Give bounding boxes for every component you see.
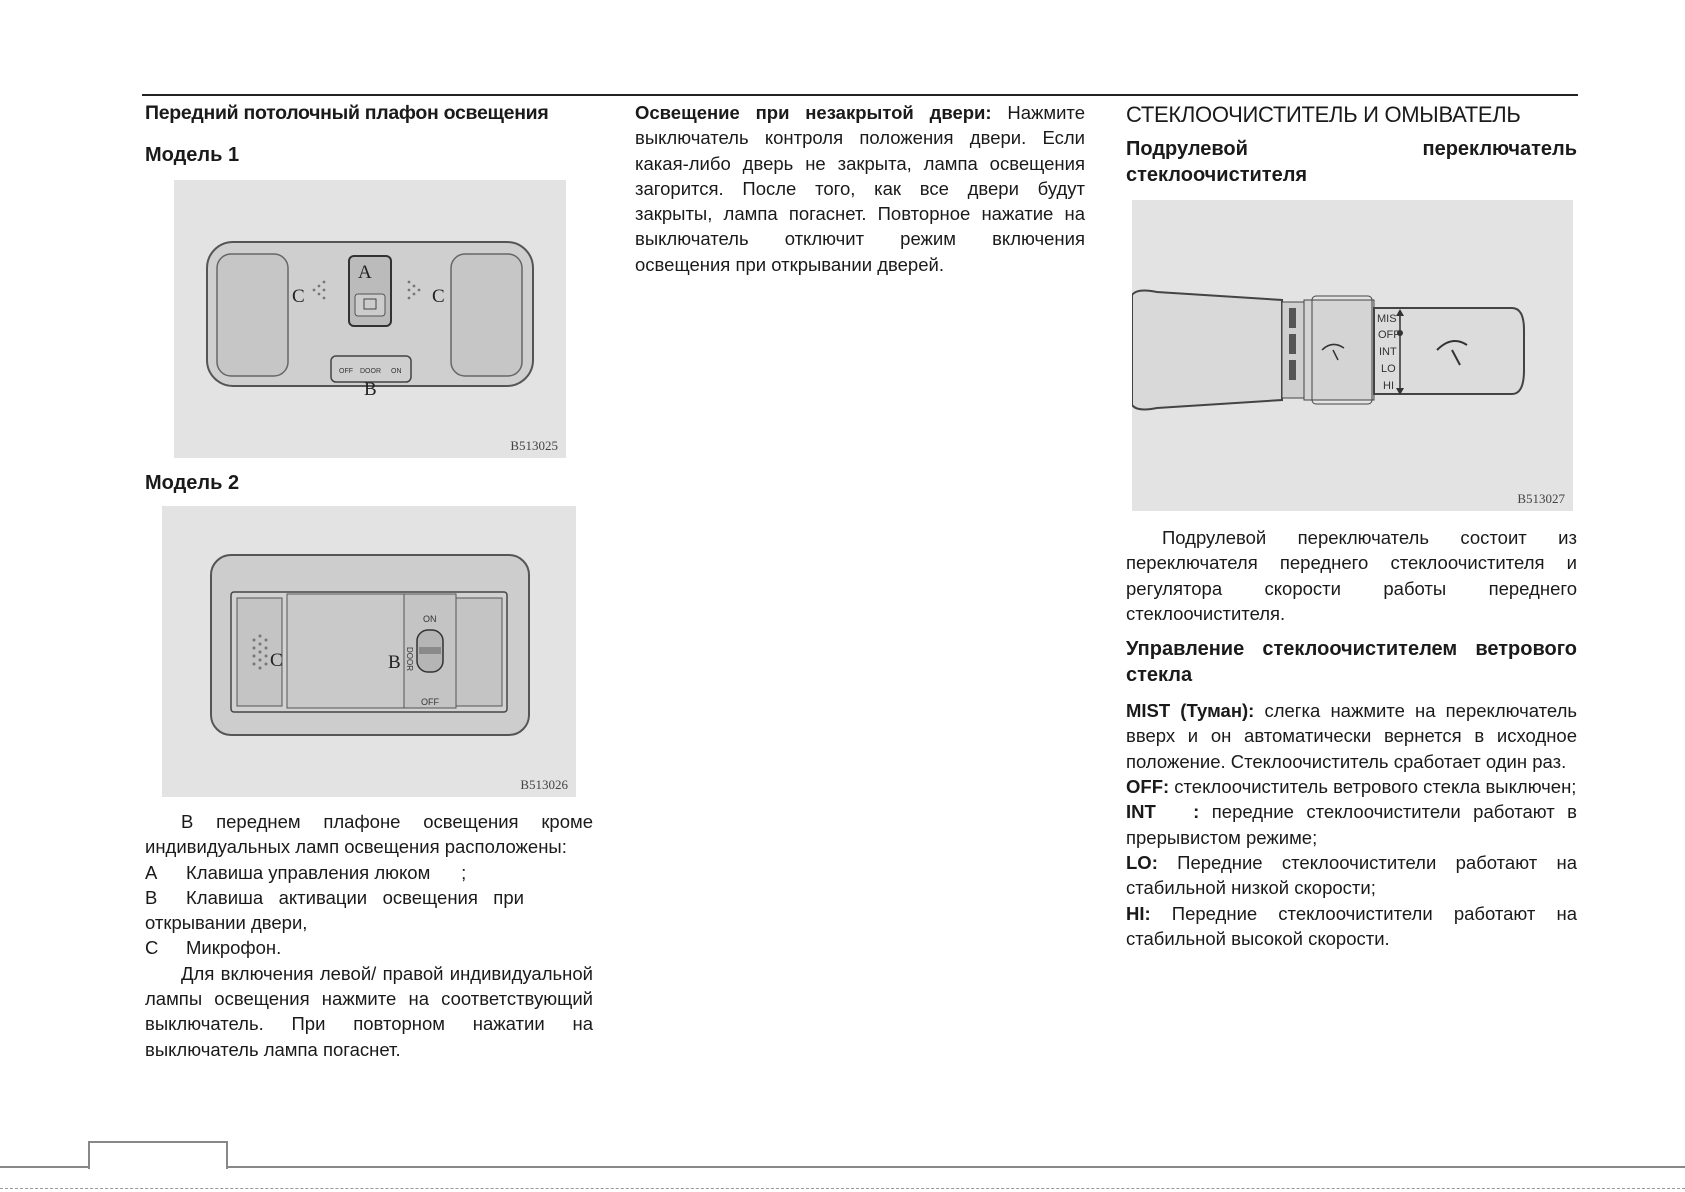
figure-model1: [174, 180, 566, 458]
subsection-heading: Подрулевой переключатель стеклоочистителя: [1126, 138, 1577, 186]
figure-code: B513025: [510, 438, 558, 453]
door-light-paragraph: [635, 100, 1085, 277]
door-light-term: Освещение при незакрытой двери:: [635, 102, 992, 123]
label-a: A: [358, 262, 372, 283]
figure-model2: [162, 506, 576, 797]
mode-off: OFF: стеклоочиститель ветрового стекла выключен;: [1126, 776, 1577, 798]
list-item: B Клавиша активации освещения при: [145, 886, 524, 908]
column-middle: [635, 100, 1085, 277]
position-lo: LO: [1381, 363, 1396, 375]
switch-on-text: ON: [391, 368, 402, 375]
list-item: открывании двери,: [145, 912, 308, 934]
label-c-right: C: [432, 286, 445, 307]
column-right: [1126, 100, 1577, 951]
position-off: OFF: [1378, 329, 1400, 341]
position-int: INT: [1379, 346, 1397, 358]
switch-door-text: DOOR: [360, 368, 381, 375]
outro-paragraph: Для включения левой/ правой индивидуальной лампы освещения нажмите на соответствующий выключатель. При повторном нажатии на выключатель лампа погаснет.: [145, 962, 593, 1060]
wiper-stalk-illustration: [1132, 200, 1573, 511]
page-number-tab: [88, 1141, 228, 1169]
footer-rule: [0, 1166, 1685, 1168]
switch-off-text: OFF: [421, 697, 439, 707]
list-item: A Клавиша управления люком ;: [145, 861, 467, 883]
list-item: C Микрофон.: [145, 937, 282, 959]
figure-code: B513027: [1517, 491, 1565, 506]
section-title: СТЕКЛООЧИСТИТЕЛЬ И ОМЫВАТЕЛЬ: [1126, 102, 1521, 127]
column-left: [145, 100, 593, 1062]
door-light-text: Нажмите выключатель контроля положения двери. Если какая-либо дверь не закрыта, лампа освещения загорится. После того, как все двери будут закрыты, лампа погаснет. Повторное нажатие на выключатель отключит режим включения освещения при открывании дверей.: [635, 102, 1085, 275]
model1-heading: Модель 1: [145, 144, 240, 166]
header-rule: [142, 94, 1578, 96]
model2-heading: Модель 2: [145, 472, 240, 494]
mode-lo: LO: Передние стеклоочистители работают на стабильной низкой скорости;: [1126, 851, 1577, 899]
mode-mist: MIST (Туман): слегка нажмите на переключатель вверх и он автоматически вернется в исходное положение. Стеклоочиститель сработает один раз.: [1126, 700, 1577, 772]
label-c-left: C: [292, 286, 305, 307]
section-heading: Передний потолочный плафон освещения: [145, 102, 549, 124]
position-mist: MIST: [1377, 313, 1404, 325]
mode-hi: HI: Передние стеклоочистители работают на стабильной высокой скорости.: [1126, 902, 1577, 949]
figure-wiper-stalk: [1132, 200, 1573, 511]
ceiling-lamp-model2-illustration: [162, 506, 576, 797]
label-b: B: [388, 652, 401, 673]
description-paragraph: Подрулевой переключатель состоит из переключателя переднего стеклоочистителя и регулятора скорости работы переднего стеклоочистителя.: [1126, 527, 1577, 624]
switch-on-text: ON: [423, 614, 437, 624]
page-edge: [0, 1188, 1685, 1189]
switch-off-text: OFF: [339, 368, 353, 375]
switch-door-text: DOOR: [405, 647, 414, 671]
figure-code: B513026: [520, 777, 568, 792]
ceiling-lamp-model1-illustration: [174, 180, 566, 458]
label-c: C: [270, 650, 283, 671]
control-heading: Управление стеклоочистителем ветрового стекла: [1126, 638, 1577, 687]
position-hi: HI: [1383, 380, 1394, 392]
label-b: B: [364, 379, 377, 400]
intro-paragraph: В переднем плафоне освещения кроме индивидуальных ламп освещения расположены:: [145, 811, 593, 858]
mode-int: INT : передние стеклоочистители работают в прерывистом режиме;: [1126, 801, 1577, 848]
